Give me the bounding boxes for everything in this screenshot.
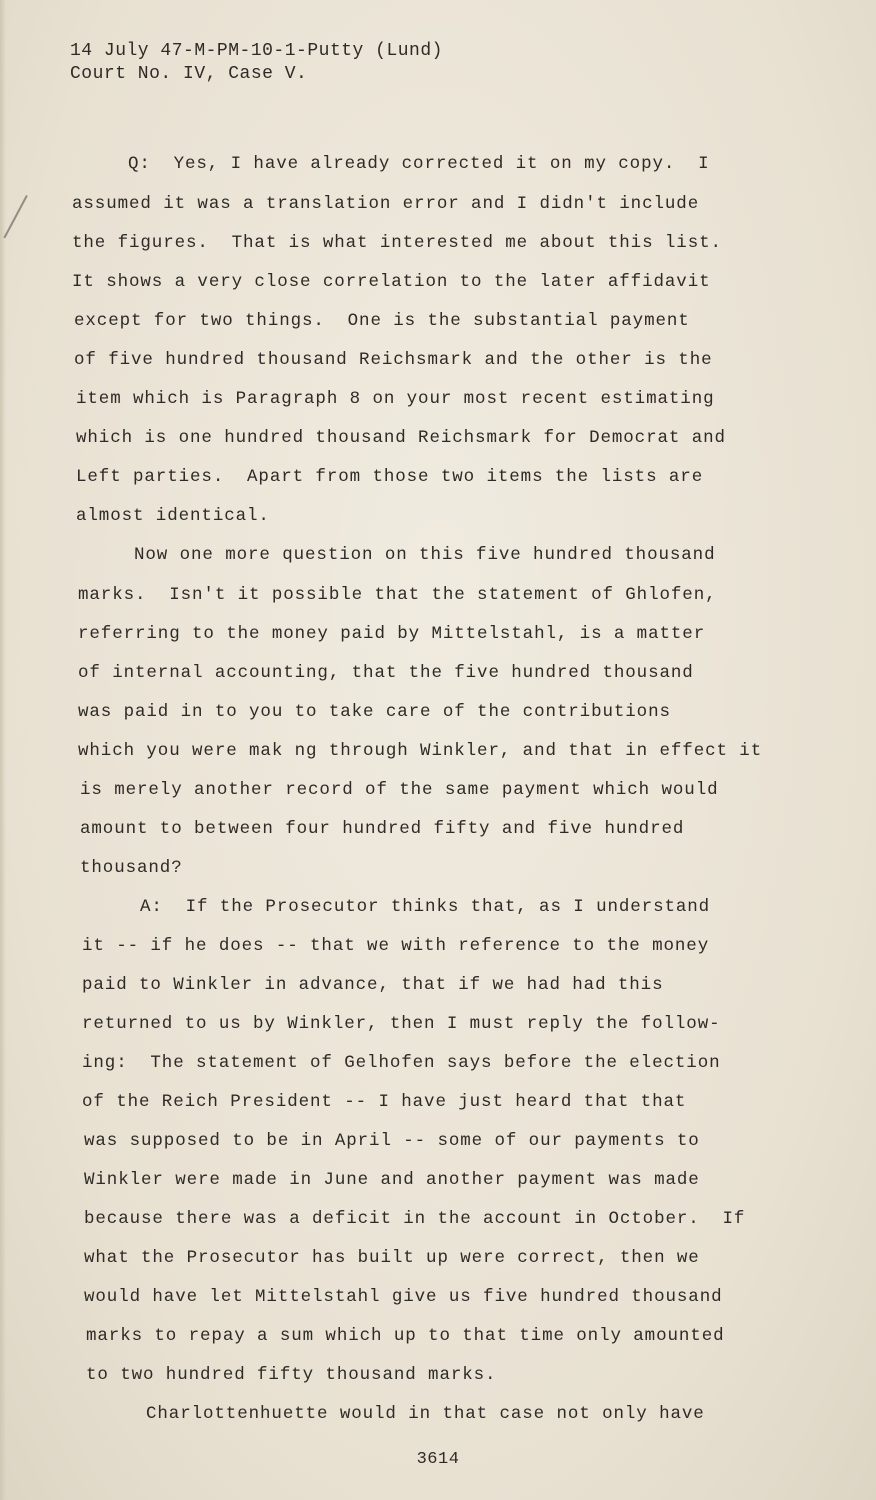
- text-line: except for two things. One is the substantial payment: [74, 311, 690, 331]
- text-line: assumed it was a translation error and I didn't include: [72, 194, 700, 214]
- text-line: it -- if he does -- that we with reference to the money: [82, 936, 710, 956]
- margin-pencil-mark: [3, 195, 27, 238]
- text-line: It shows a very close correlation to the later affidavit: [72, 272, 711, 292]
- header-line-1: 14 July 47-M-PM-10-1-Putty (Lund): [70, 41, 443, 61]
- text-line: ing: The statement of Gelhofen says before the election: [82, 1053, 721, 1073]
- text-line: paid to Winkler in advance, that if we had had this: [82, 975, 664, 995]
- text-line: of the Reich President -- I have just heard that that: [82, 1092, 687, 1112]
- page-number: 3614: [416, 1450, 460, 1469]
- page-edge-shadow: [0, 0, 6, 1500]
- text-line: which you were mak ng through Winkler, and that in effect it: [78, 741, 763, 761]
- text-line: the figures. That is what interested me about this list.: [72, 233, 722, 253]
- text-line: was paid in to you to take care of the contributions: [78, 702, 671, 722]
- text-line: A: If the Prosecutor thinks that, as I understand: [140, 897, 711, 917]
- text-line: Winkler were made in June and another payment was made: [84, 1170, 700, 1190]
- text-line: of five hundred thousand Reichsmark and the other is the: [74, 350, 713, 370]
- text-line: would have let Mittelstahl give us five hundred thousand: [84, 1287, 723, 1307]
- text-line: is merely another record of the same payment which would: [80, 780, 719, 800]
- header-line-2: Court No. IV, Case V.: [70, 64, 308, 84]
- text-line: Now one more question on this five hundred thousand: [134, 545, 716, 565]
- text-line: marks. Isn't it possible that the statement of Ghlofen,: [78, 585, 717, 605]
- text-line: because there was a deficit in the account in October. If: [84, 1209, 746, 1229]
- document-header: [70, 40, 443, 86]
- text-line: Q: Yes, I have already corrected it on my copy. I: [128, 154, 710, 174]
- text-line: marks to repay a sum which up to that time only amounted: [86, 1326, 725, 1346]
- text-line: item which is Paragraph 8 on your most recent estimating: [76, 389, 715, 409]
- text-line: thousand?: [80, 858, 183, 878]
- text-line: was supposed to be in April -- some of our payments to: [84, 1131, 700, 1151]
- text-line: Left parties. Apart from those two items the lists are: [76, 467, 704, 487]
- text-line: of internal accounting, that the five hundred thousand: [78, 663, 694, 683]
- text-line: amount to between four hundred fifty and five hundred: [80, 819, 685, 839]
- text-line: returned to us by Winkler, then I must reply the follow-: [82, 1014, 721, 1034]
- text-line: what the Prosecutor has built up were correct, then we: [84, 1248, 700, 1268]
- text-line: to two hundred fifty thousand marks.: [86, 1365, 497, 1385]
- text-line: referring to the money paid by Mittelstahl, is a matter: [78, 624, 706, 644]
- text-line: almost identical.: [76, 506, 270, 526]
- text-line: which is one hundred thousand Reichsmark for Democrat and: [76, 428, 726, 448]
- text-line: Charlottenhuette would in that case not only have: [146, 1404, 705, 1424]
